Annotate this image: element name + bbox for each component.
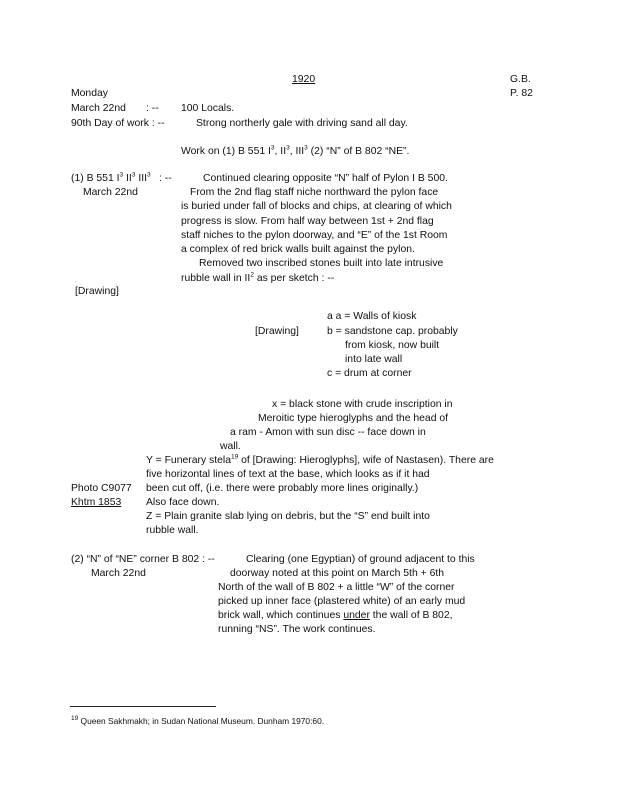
footnote-rule bbox=[70, 706, 216, 707]
entry1-date: March 22nd bbox=[83, 187, 138, 198]
work-on-line: Work on (1) B 551 $I^3$, $II^3$, III$^3$ (2) “N” of B 802 “NE”. bbox=[181, 144, 410, 157]
entry2-line: running “NS”. The work continues. bbox=[218, 624, 376, 635]
drawing-placeholder: [Drawing] bbox=[255, 326, 299, 337]
entry1-line: progress is slow. From half way between 1st + 2nd flag bbox=[181, 216, 434, 227]
entry1-line: From the 2nd flag staff niche northward the pylon face bbox=[190, 187, 439, 198]
legend-b-cont: into late wall bbox=[345, 354, 403, 365]
legend-c: c = drum at corner bbox=[327, 368, 412, 379]
photo-label: Photo C9077 bbox=[71, 483, 132, 494]
entry1-line: staff niches to the pylon doorway, and “E” of the 1st Room bbox=[181, 230, 448, 241]
footnote: $^{19}$ Queen Sakhmakh; in Sudan National Museum. Dunham 1970:60. bbox=[71, 715, 325, 726]
y-note-line: been cut off, (i.e. there were probably more lines originally.) bbox=[146, 483, 419, 494]
entry1-last-line: rubble wall in $II^2$ as per sketch : -- bbox=[181, 271, 335, 284]
workday-label: 90th Day of work : -- bbox=[71, 118, 165, 129]
entry2-date: March 22nd bbox=[91, 568, 146, 579]
z-note-line: Z = Plain granite slab lying on debris, but the “S” end built into bbox=[146, 511, 430, 522]
entry2-line: brick wall, which continues under the wall of B 802, bbox=[218, 610, 453, 621]
entry1-line: is buried under fall of blocks and chips, at clearing of which bbox=[181, 201, 452, 212]
entry1-line: Continued clearing opposite “N” half of Pylon I B 500. bbox=[203, 173, 448, 184]
y-note-line: Y = Funerary stela$^{19}$ of [Drawing: Hieroglyphs], wife of Nastasen). There are bbox=[146, 453, 494, 466]
photo-ref: Khtm 1853 bbox=[71, 497, 122, 508]
entry2-label: (2) “N” of “NE” corner B 802 : -- bbox=[71, 554, 215, 565]
y-note-line: five horizontal lines of text at the base, which looks as if it had bbox=[146, 469, 430, 480]
z-note-line: rubble wall. bbox=[146, 525, 199, 536]
drawing-placeholder: [Drawing] bbox=[75, 286, 119, 297]
entry2-line: doorway noted at this point on March 5th + 6th bbox=[230, 568, 445, 579]
initials: G.B. bbox=[510, 74, 531, 85]
entry2-line: Clearing (one Egyptian) of ground adjacent to this bbox=[246, 554, 475, 565]
page-number: P. 82 bbox=[510, 88, 533, 99]
x-note-line: a ram - Amon with sun disc -- face down in bbox=[230, 427, 426, 438]
locals-count: 100 Locals. bbox=[181, 103, 235, 114]
date-separator: : -- bbox=[146, 103, 159, 114]
x-note-line: Meroitic type hieroglyphs and the head of bbox=[258, 413, 449, 424]
legend-b-cont: from kiosk, now built bbox=[345, 340, 440, 351]
entry1-line: a complex of red brick walls built against the pylon. bbox=[181, 244, 415, 255]
entry1-label: (1) B 551 $I^3$ $II^3$ III$^3$ bbox=[71, 171, 151, 184]
y-note-line: Also face down. bbox=[146, 497, 220, 508]
entry2-line: picked up inner face (plastered white) of an early mud bbox=[218, 596, 466, 607]
weather-note: Strong northerly gale with driving sand all day. bbox=[196, 118, 408, 129]
legend-b: b = sandstone cap. probably bbox=[327, 326, 458, 337]
legend-aa: a a = Walls of kiosk bbox=[327, 311, 417, 322]
date-label: March 22nd bbox=[71, 103, 126, 114]
x-note-line: wall. bbox=[220, 441, 241, 452]
entry2-line: North of the wall of B 802 + a little “W” of the corner bbox=[218, 582, 455, 593]
year-heading: 1920 bbox=[292, 74, 316, 85]
entry1-line: Removed two inscribed stones built into late intrusive bbox=[199, 258, 444, 269]
entry1-separator: : -- bbox=[159, 173, 172, 184]
day-label: Monday bbox=[71, 88, 108, 99]
x-note-line: x = black stone with crude inscription in bbox=[272, 399, 453, 410]
